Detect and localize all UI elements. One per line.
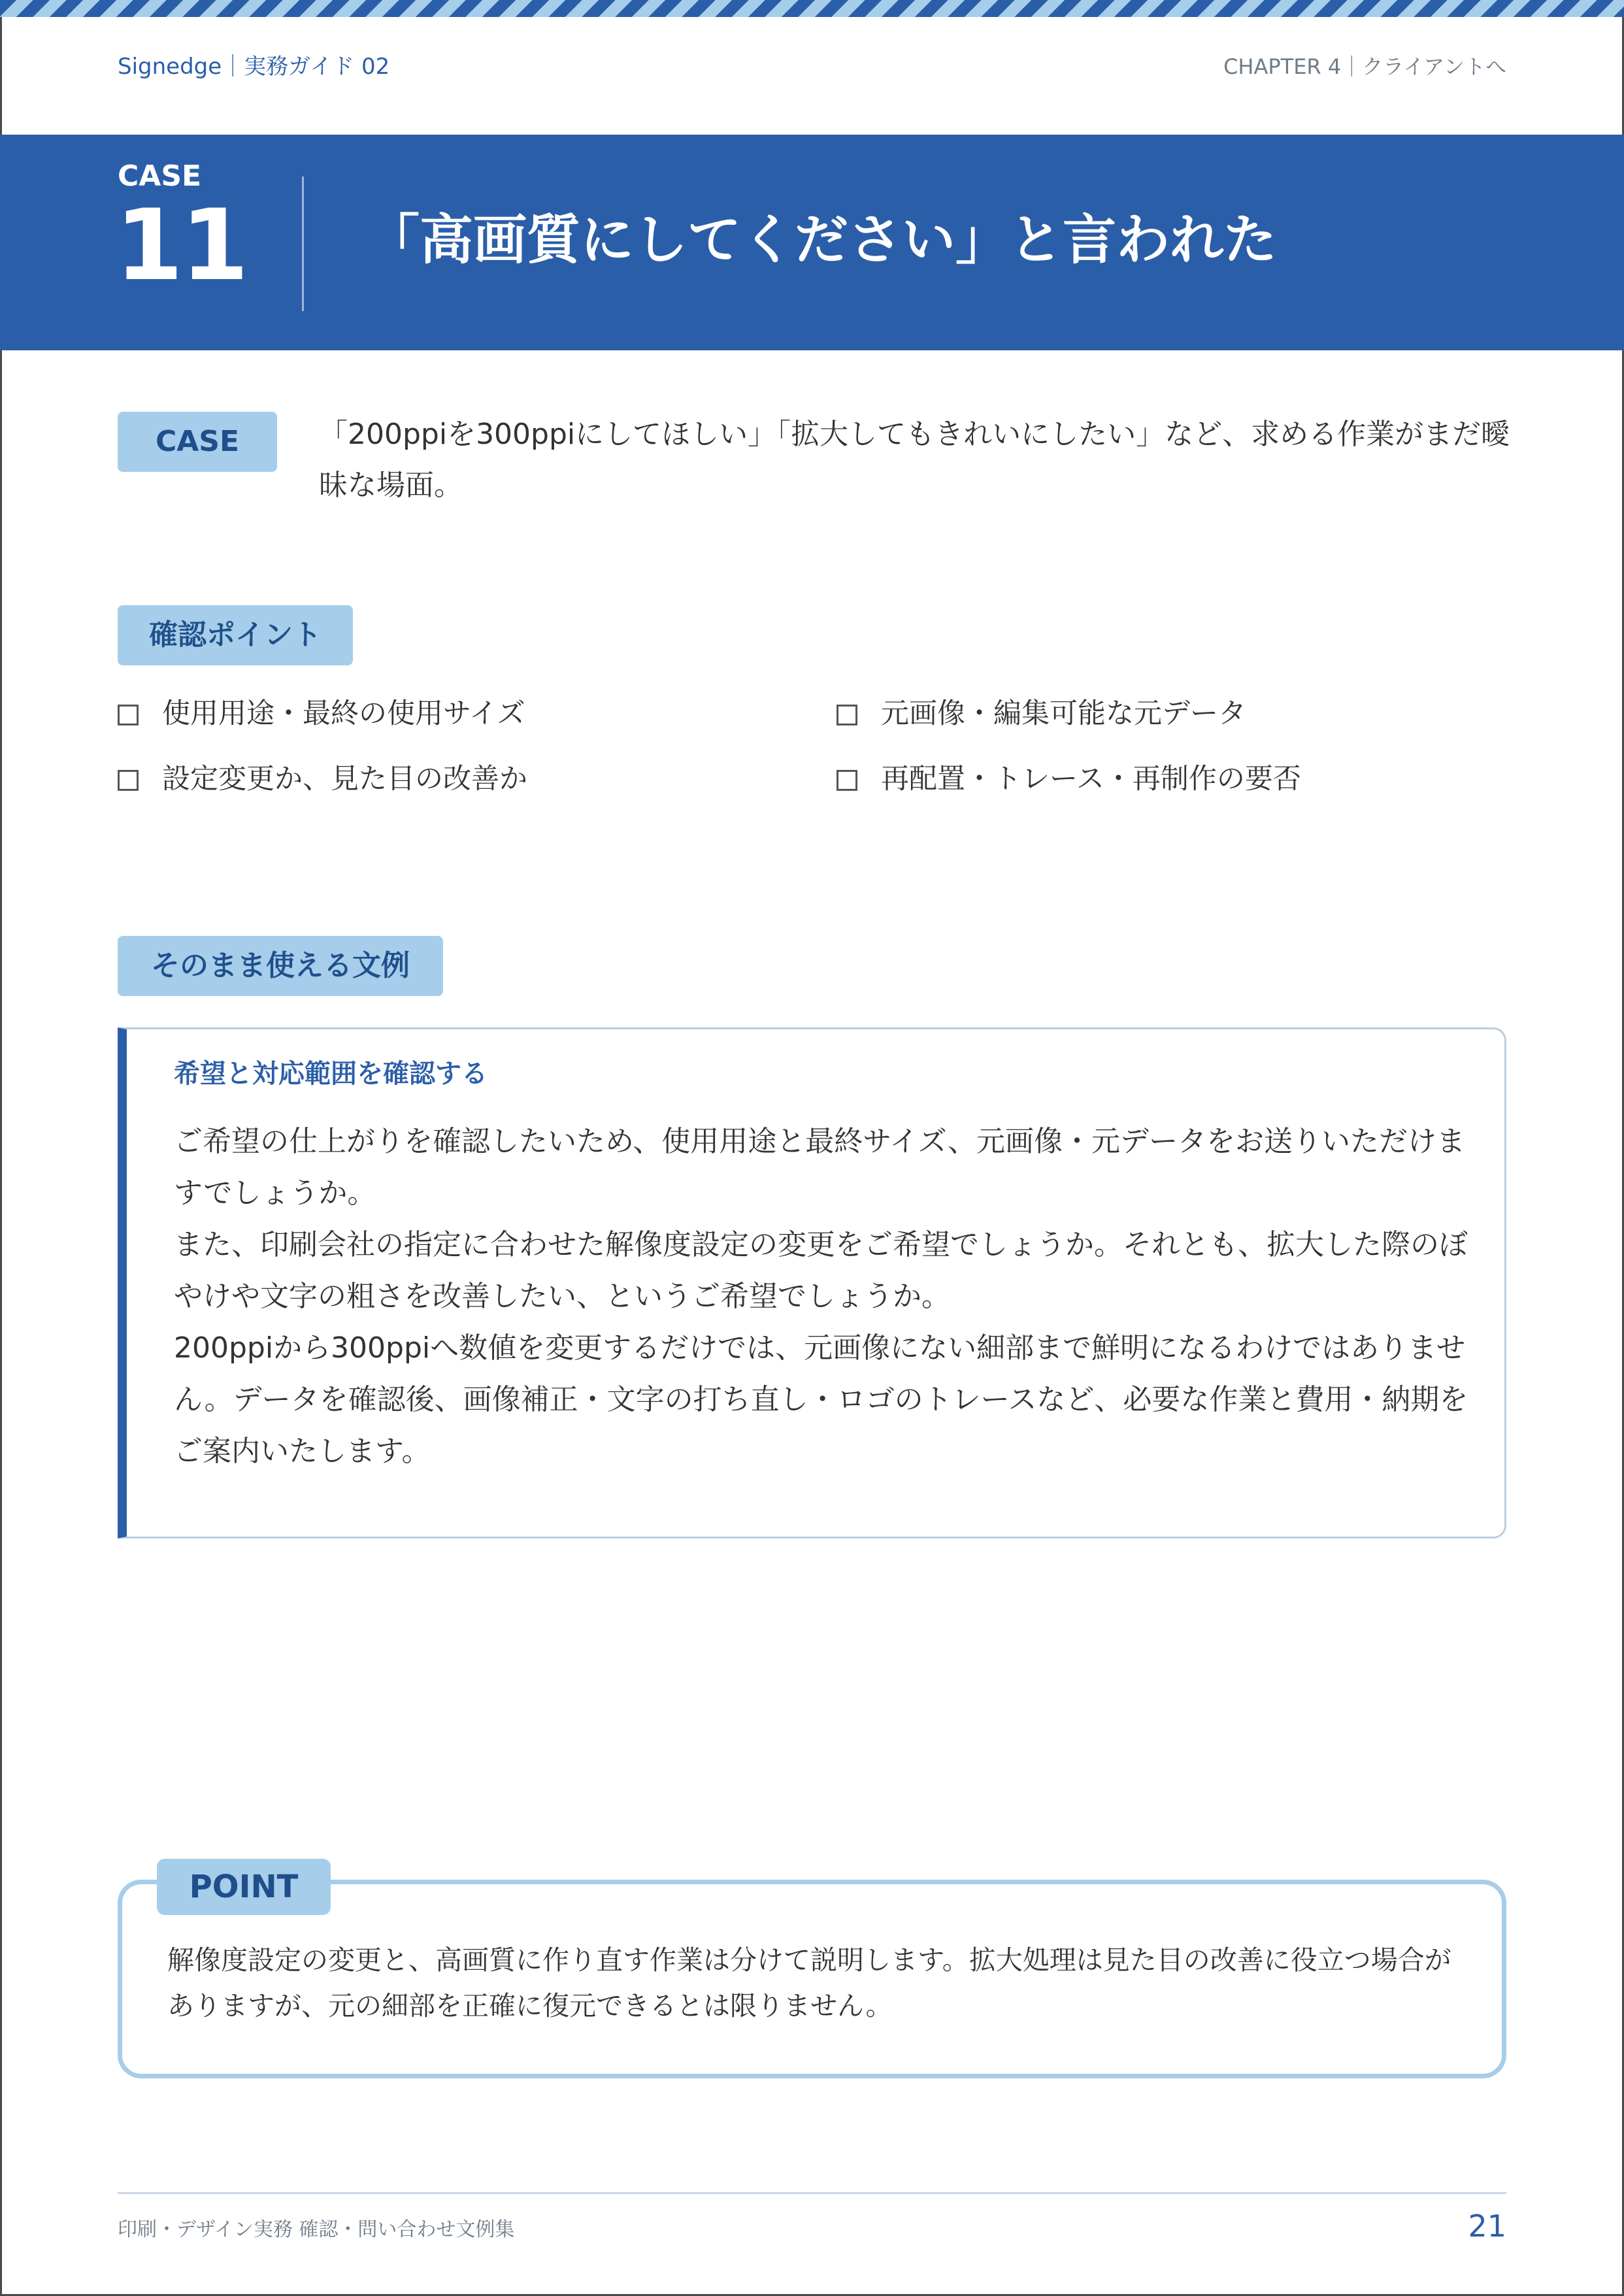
page-number: 21: [1468, 2208, 1506, 2244]
check-item: [118, 759, 527, 799]
check-item: [837, 759, 1301, 799]
check-item: [118, 694, 525, 733]
checkbox-icon: [837, 770, 857, 791]
checkbox-icon: [837, 705, 857, 725]
case-title: 「高画質にしてください」と言われた: [366, 209, 1278, 271]
case-tag: CASE: [118, 412, 277, 472]
example-paragraph: ご希望の仕上がりを確認したいため、使用用途と最終サイズ、元画像・元データをお送りいただけますでしょうか。: [174, 1125, 1466, 1210]
check-item-label: 再配置・トレース・再制作の要否: [881, 763, 1301, 795]
check-item: [837, 694, 1246, 733]
example-card: [118, 1027, 1506, 1539]
case-description: 「200ppiを300ppiにしてほしい」「拡大してもきれいにしたい」など、求める作業がまだ曖昧な場面。: [319, 418, 1510, 502]
check-item-label: 元画像・編集可能な元データ: [881, 697, 1246, 730]
point-text: 解像度設定の変更と、高画質に作り直す作業は分けて説明します。拡大処理は見た目の改善に役立つ場合がありますが、元の細部を正確に復元できるとは限りません。: [167, 1944, 1451, 2021]
top-stripe-decoration: [0, 0, 1624, 17]
example-paragraph: 200ppiから300ppiへ数値を変更するだけでは、元画像にない細部まで鮮明になるわけではありません。データを確認後、画像補正・文字の打ち直し・ロゴのトレースなど、必要な作業と費用・納期をご案内いたします。: [174, 1331, 1468, 1468]
checkbox-icon: [118, 770, 139, 791]
case-number: 11: [115, 189, 246, 303]
example-tag: そのまま使える文例: [118, 936, 443, 996]
check-points-tag: 確認ポイント: [118, 605, 353, 665]
case-banner-divider: [302, 176, 304, 311]
example-body: [174, 1116, 1474, 1477]
header-brand: Signedge｜実務ガイド 02: [118, 54, 390, 80]
example-paragraph: また、印刷会社の指定に合わせた解像度設定の変更をご希望でしょうか。それとも、拡大した際のぼやけや文字の粗さを改善したい、というご希望でしょうか。: [174, 1228, 1468, 1313]
checkbox-icon: [118, 705, 139, 725]
footer-title: 印刷・デザイン実務 確認・問い合わせ文例集: [118, 2218, 515, 2241]
example-heading: 希望と対応範囲を確認する: [174, 1059, 488, 1089]
point-tag: POINT: [157, 1859, 331, 1915]
footer-divider: [118, 2192, 1506, 2194]
case-kicker: CASE: [118, 159, 202, 193]
header-chapter: CHAPTER 4｜クライアントへ: [1223, 54, 1506, 79]
check-item-label: 使用用途・最終の使用サイズ: [162, 697, 525, 730]
check-item-label: 設定変更か、見た目の改善か: [162, 763, 527, 795]
